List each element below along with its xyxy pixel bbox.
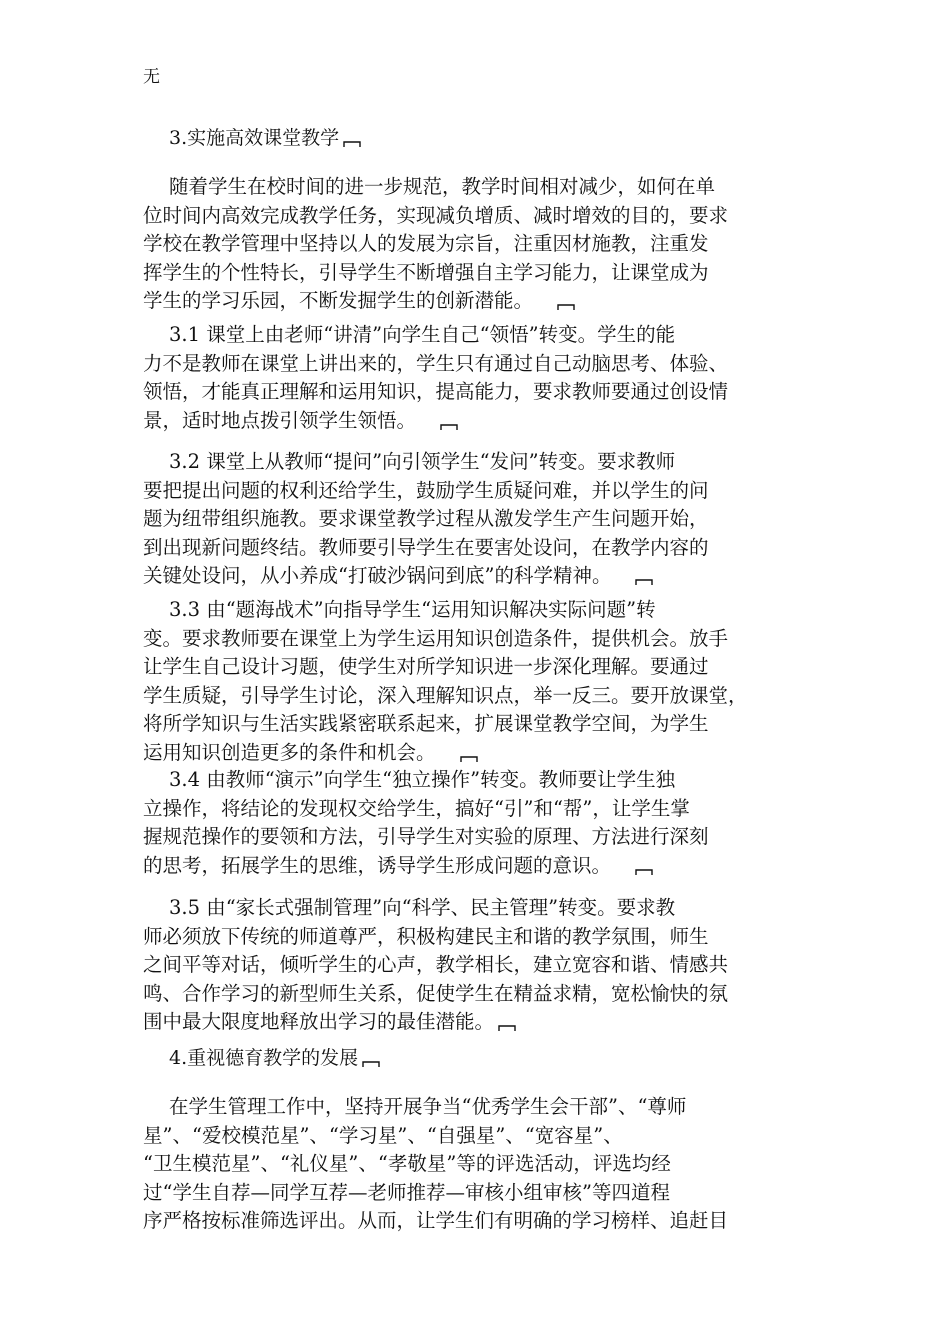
paragraph-line: “卫生模范星”、“礼仪星”、“孝敬星”等的评选活动，评选均经 — [143, 1152, 671, 1175]
paragraph-line: 鸣、合作学习的新型师生关系，促使学生在精益求精，宽松愉快的氛 — [143, 981, 729, 1005]
paragraph-3-3 — [143, 596, 803, 767]
header-mark: 无 — [143, 67, 160, 87]
paragraph-mark-icon — [460, 756, 478, 763]
paragraph-line: 到出现新问题终结。教师要引导学生在要害处设问，在教学内容的 — [143, 535, 709, 559]
section-heading-4 — [143, 1044, 803, 1073]
paragraph-line: 握规范操作的要领和方法，引导学生对实验的原理、方法进行深刻 — [143, 825, 709, 848]
paragraph-line: 关键处设问，从小养成“打破沙锅问到底”的科学精神。 — [143, 562, 803, 591]
paragraph-line: 学生质疑，引导学生讨论，深入理解知识点，举一反三。要开放课堂， — [143, 683, 748, 707]
paragraph-line: 力不是教师在课堂上讲出来的，学生只有通过自己动脑思考、体验、 — [143, 351, 729, 375]
paragraph-line: 3.4 由教师“演示”向学生“独立操作”转变。教师要让学生独 — [169, 768, 676, 791]
paragraph-3-1 — [143, 321, 803, 435]
paragraph-line: 挥学生的个性特长，引导学生不断增强自主学习能力，让课堂成为 — [143, 260, 709, 284]
paragraph-4 — [143, 1093, 803, 1236]
paragraph-line: 师必须放下传统的师道尊严，积极构建民主和谐的教学氛围，师生 — [143, 924, 709, 948]
paragraph-line: 随着学生在校时间的进一步规范，教学时间相对减少，如何在单 — [169, 175, 716, 198]
paragraph-intro — [143, 173, 803, 316]
paragraph-mark-icon — [557, 304, 575, 311]
paragraph-line: 题为纽带组织施教。要求课堂教学过程从激发学生产生问题开始， — [143, 507, 709, 530]
paragraph-mark-icon — [635, 869, 653, 876]
paragraph-line: 3.1 课堂上由老师“讲清”向学生自己“领悟”转变。学生的能 — [169, 323, 676, 346]
paragraph-line: 学校在教学管理中坚持以人的发展为宗旨，注重因材施教，注重发 — [143, 232, 709, 255]
paragraph-mark-icon — [440, 424, 458, 431]
paragraph-3-2 — [143, 448, 803, 591]
paragraph-line: 3.3 由“题海战术”向指导学生“运用知识解决实际问题”转 — [169, 598, 656, 621]
paragraph-line: 领悟，才能真正理解和运用知识，提高能力，要求教师要通过创设情 — [143, 380, 729, 403]
paragraph-line: 让学生自己设计习题，使学生对所学知识进一步深化理解。要通过 — [143, 655, 709, 678]
paragraph-line: 立操作，将结论的发现权交给学生，搞好“引”和“帮”，让学生掌 — [143, 796, 690, 820]
heading-line: 3.实施高效课堂教学 — [143, 124, 803, 153]
paragraph-mark-icon — [343, 141, 361, 148]
paragraph-line: 序严格按标准筛选评出。从而，让学生们有明确的学习榜样、追赶目 — [143, 1209, 729, 1232]
paragraph-line: 星”、“爱校模范星”、“学习星”、“自强星”、“宽容星”、 — [143, 1123, 623, 1147]
paragraph-line: 运用知识创造更多的条件和机会。 — [143, 739, 803, 768]
paragraph-line: 景，适时地点拨引领学生领悟。 — [143, 407, 803, 436]
paragraph-line: 过“学生自荐—同学互荐—老师推荐—审核小组审核”等四道程 — [143, 1180, 670, 1204]
section-heading-3 — [143, 124, 803, 153]
paragraph-line: 学生的学习乐园，不断发掘学生的创新潜能。 — [143, 287, 803, 316]
paragraph-mark-icon — [362, 1061, 380, 1068]
paragraph-line: 围中最大限度地释放出学习的最佳潜能。 — [143, 1008, 803, 1037]
paragraph-mark-icon — [498, 1025, 516, 1032]
paragraph-line: 位时间内高效完成教学任务，实现减负增质、减时增效的目的，要求 — [143, 203, 729, 227]
paragraph-mark-icon — [635, 579, 653, 586]
paragraph-line: 要把提出问题的权利还给学生，鼓励学生质疑问难，并以学生的问 — [143, 478, 709, 502]
paragraph-line: 3.2 课堂上从教师“提问”向引领学生“发问”转变。要求教师 — [169, 450, 676, 473]
paragraph-line: 变。要求教师要在课堂上为学生运用知识创造条件，提供机会。放手 — [143, 626, 729, 650]
paragraph-line: 之间平等对话，倾听学生的心声，教学相长，建立宽容和谐、情感共 — [143, 953, 729, 976]
heading-line: 4.重视德育教学的发展 — [143, 1044, 803, 1073]
paragraph-line: 在学生管理工作中，坚持开展争当“优秀学生会干部”、“尊师 — [169, 1095, 687, 1118]
paragraph-3-4 — [143, 766, 803, 880]
paragraph-line: 3.5 由“家长式强制管理”向“科学、民主管理”转变。要求教 — [169, 896, 676, 919]
paragraph-line: 将所学知识与生活实践紧密联系起来，扩展课堂教学空间，为学生 — [143, 712, 709, 735]
paragraph-line: 的思考，拓展学生的思维，诱导学生形成问题的意识。 — [143, 852, 803, 881]
paragraph-3-5 — [143, 894, 803, 1037]
